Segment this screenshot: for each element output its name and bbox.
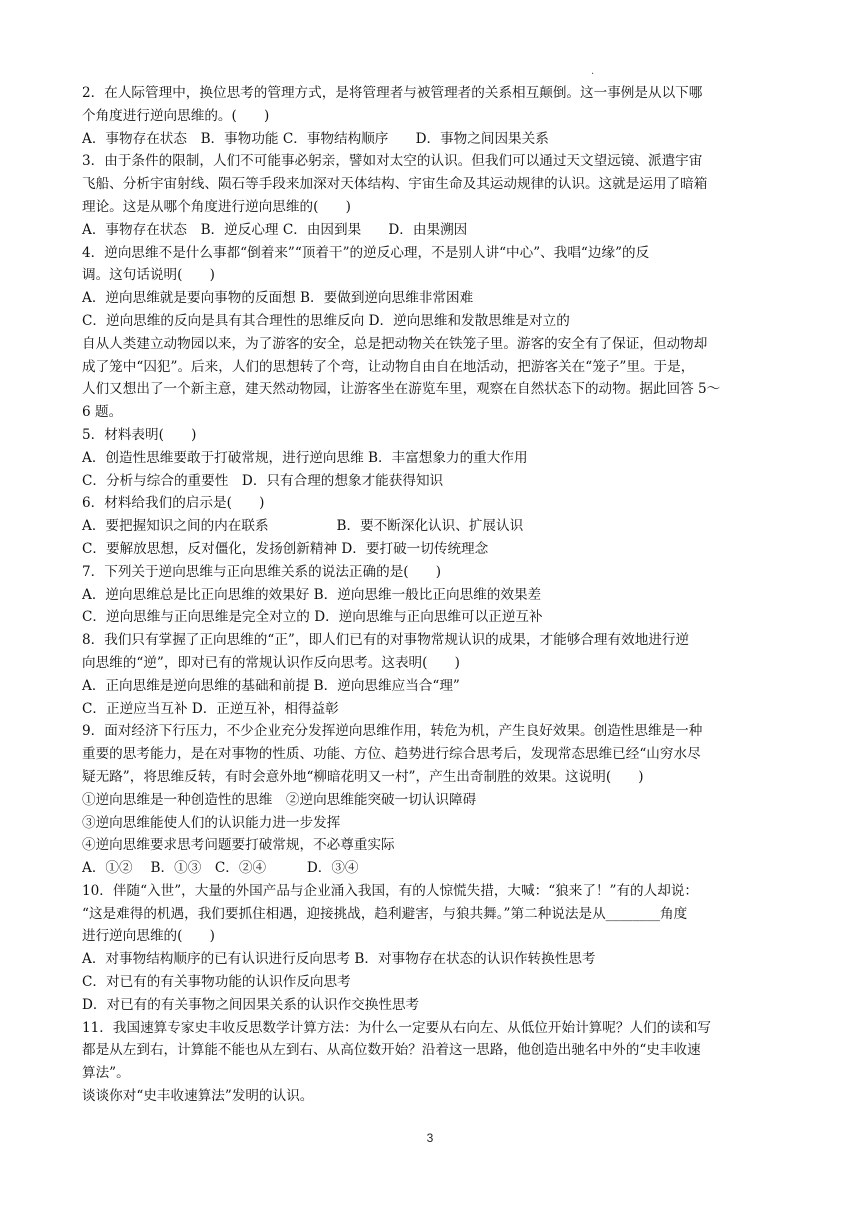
text-line: C．正逆应当互补 D．正逆互补，相得益彰	[82, 700, 339, 717]
text-line: C．逆向思维的反向是具有其合理性的思维反向 D．逆向思维和发散思维是对立的	[82, 312, 570, 329]
text-line: A．事物存在状态 B．事物功能 C．事物结构顺序 D．事物之间因果关系	[82, 130, 549, 147]
text-line: 4．逆向思维不是什么事都“倒着来”“顶着干”的逆反心理，不是别人讲“中心”、我唱“边缘”的反	[82, 244, 650, 261]
text-line: 7．下列关于逆向思维与正向思维关系的说法正确的是( )	[82, 563, 442, 580]
text-line: 疑无路”，将思维反转，有时会意外地“柳暗花明又一村”，产生出奇制胜的效果。这说明( )	[82, 768, 644, 785]
text-line: A．对事物结构顺序的已有认识进行反向思考 B．对事物存在状态的认识作转换性思考	[82, 951, 596, 968]
text-line: 谈谈你对“史丰收速算法”发明的认识。	[82, 1088, 314, 1105]
text-line: C．对已有的有关事物功能的认识作反向思考	[82, 974, 351, 991]
text-line: ③逆向思维能使人们的认识能力进一步发挥	[82, 814, 341, 831]
text-line: A．①② B．①③ C．②④ D．③④	[82, 860, 359, 877]
text-line: 6 题。	[82, 404, 123, 421]
text-line: C．逆向思维与正向思维是完全对立的 D．逆向思维与正向思维可以正逆互补	[82, 609, 543, 626]
text-line: A．逆向思维总是比正向思维的效果好 B．逆向思维一般比正向思维的效果差	[82, 586, 542, 603]
text-line: 个角度进行逆向思维的。( )	[82, 107, 270, 124]
text-line: C．分析与综合的重要性 D．只有合理的想象才能获得知识	[82, 472, 444, 489]
header-mark: .	[591, 66, 595, 77]
text-line: ④逆向思维要求思考问题要打破常规，不必尊重实际	[82, 837, 395, 854]
text-line: ①逆向思维是一种创造性的思维 ②逆向思维能突破一切认识障碍	[82, 791, 477, 808]
text-line: 2．在人际管理中，换位思考的管理方式，是将管理者与被管理者的关系相互颠倒。这一事例是从以下哪	[82, 85, 703, 101]
page-number: 3	[426, 1131, 434, 1145]
text-line: A．逆向思维就是要向事物的反面想 B．要做到逆向思维非常困难	[82, 290, 474, 307]
text-line: A．事物存在状态 B．逆反心理 C．由因到果 D．由果溯因	[82, 221, 468, 238]
text-line: 11．我国速算专家史丰收反思数学计算方法：为什么一定要从右向左、从低位开始计算呢？人们的读和写	[82, 1019, 712, 1036]
text-line: A．正向思维是逆向思维的基础和前提 B．逆向思维应当合“理”	[82, 677, 460, 694]
text-line: 6．材料给我们的启示是( )	[82, 495, 265, 512]
text-line: 进行逆向思维的( )	[82, 928, 215, 945]
text-line: 9．面对经济下行压力，不少企业充分发挥逆向思维作用，转危为机，产生良好效果。创造性思维是一种	[82, 723, 703, 740]
text-line: 自从人类建立动物园以来，为了游客的安全，总是把动物关在铁笼子里。游客的安全有了保证，但动物却	[82, 335, 708, 352]
text-line: “这是难得的机遇，我们要抓住相遇，迎接挑战，趋利避害，与狼共舞。”第二种说法是从________角度	[82, 905, 688, 922]
text-line: 重要的思考能力，是在对事物的性质、功能、方位、趋势进行综合思考后，发现常态思维已经“山穷水尽	[82, 746, 701, 763]
text-line: D．对已有的有关事物之间因果关系的认识作交换性思考	[82, 996, 420, 1013]
text-line: 向思维的“逆”，即对已有的常规认识作反向思考。这表明( )	[82, 654, 460, 671]
text-line: 成了笼中“囚犯”。后来，人们的思想转了个弯，让动物自由自在地活动，把游客关在“笼子”里。于是，	[82, 358, 695, 375]
text-line: 10．伴随“入世”，大量的外国产品与企业涌入我国，有的人惊慌失措，大喊：“狼来了！”有的人却说：	[82, 882, 699, 899]
text-line: 3．由于条件的限制，人们不可能事必躬亲，譬如对太空的认识。但我们可以通过天文望远镜、派遣宇宙	[82, 153, 703, 170]
text-line: 人们又想出了一个新主意，建天然动物园，让游客坐在游览车里，观察在自然状态下的动物。据此回答 5～	[82, 381, 721, 398]
text-line: 调。这句话说明( )	[82, 267, 215, 284]
text-line: A．要把握知识之间的内在联系 B．要不断深化认识、扩展认识	[82, 518, 524, 535]
question-text	[82, 82, 782, 1108]
text-line: 飞船、分析宇宙射线、陨石等手段来加深对天体结构、宇宙生命及其运动规律的认识。这就是运用了暗箱	[82, 176, 708, 193]
text-line: 都是从左到右，计算能不能也从左到右、从高位数开始？沿着这一思路，他创造出驰名中外的“史丰收速	[82, 1042, 701, 1059]
text-line: 5．材料表明( )	[82, 426, 197, 443]
text-line: A．创造性思维要敢于打破常规，进行逆向思维 B．丰富想象力的重大作用	[82, 449, 528, 466]
text-line: C．要解放思想，反对僵化，发扬创新精神 D．要打破一切传统理念	[82, 540, 489, 557]
text-line: 8．我们只有掌握了正向思维的“正”，即人们已有的对事物常规认识的成果，才能够合理有效地进行逆	[82, 632, 690, 649]
text-line: 理论。这是从哪个角度进行逆向思维的( )	[82, 198, 351, 215]
text-line: 算法”。	[82, 1065, 130, 1082]
